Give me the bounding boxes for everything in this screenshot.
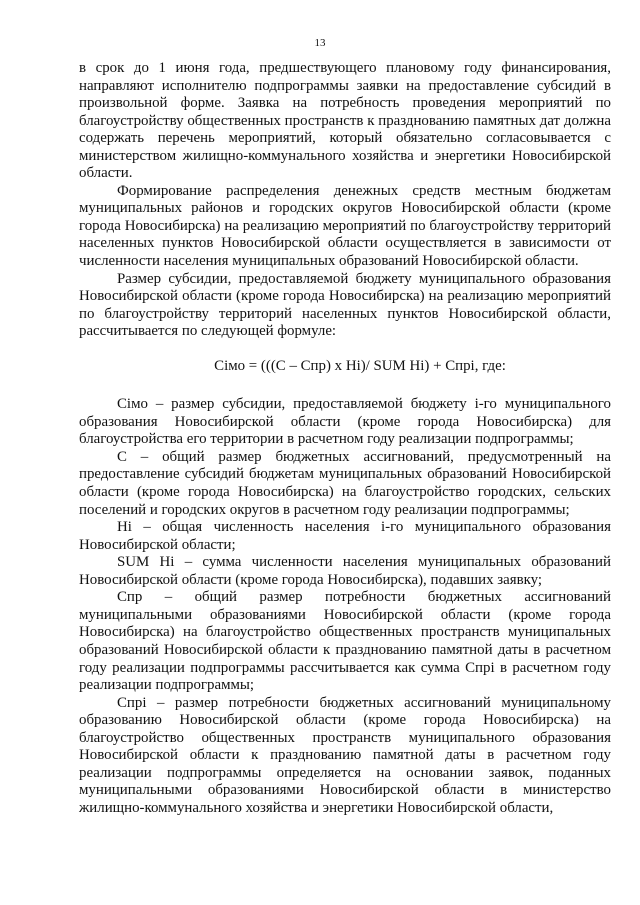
- formula: Сiмо = (((С – Спр) x Нi)/ SUM Нi) + Спрi, где:: [214, 357, 506, 374]
- definition-cpri: Спрi – размер потребности бюджетных ассигнований муниципальному образованию Новосибирской области (кроме города Новосибирска) на благоустройство общественных пространств муниципального образования Новосибирской области к празднованию памятной даты в расчетном году реализации подпрограммы определяется на основании заявок, поданных муниципальными образованиями Новосибирской области в министерство жилищно-коммунального хозяйства и энергетики Новосибирской области,: [79, 694, 611, 816]
- document-body: [79, 60, 611, 817]
- definition-cpr: Спр – общий размер потребности бюджетных ассигнований муниципальными образованиями Новосибирской области (кроме города Новосибирска) на благоустройство общественных пространств муниципальных образований Новосибирской области к празднованию памятной даты в расчетном году реализации подпрограммы рассчитывается как сумма Спрi в расчетном году реализации подпрограммы;: [79, 589, 611, 694]
- definition-c: С – общий размер бюджетных ассигнований, предусмотренный на предоставление субсидий бюджетам муниципальных образований Новосибирской области (кроме города Новосибирска) на благоустройство городских, сельских поселений и городских округов в расчетном году реализации подпрограммы;: [79, 448, 611, 518]
- definition-cimo: Сiмо – размер субсидии, предоставляемой бюджету i-го муниципального образования Новосибирской области (кроме города Новосибирска) для благоустройства его территории в расчетном году реализации подпрограммы;: [79, 396, 611, 448]
- paragraph-application-deadline: в срок до 1 июня года, предшествующего плановому году финансирования, направляют исполнителю подпрограммы заявки на предоставление субсидий в произвольной форме. Заявка на потребность проведения мероприятий по благоустройству общественных пространств к празднованию памятных дат должна содержать перечень мероприятий, который обязательно согласовывается с министерством жилищно-коммунального хозяйства и энергетики Новосибирской области.: [79, 60, 611, 182]
- paragraph-subsidy-size: Размер субсидии, предоставляемой бюджету муниципального образования Новосибирской области (кроме города Новосибирска) на реализацию мероприятий по благоустройству территорий населенных пунктов Новосибирской области, рассчитывается по следующей формуле:: [79, 270, 611, 340]
- definition-sum-ni: SUM Нi – сумма численности населения муниципальных образований Новосибирской области (кроме города Новосибирска), подавших заявку;: [79, 554, 611, 588]
- page-number: 13: [314, 37, 326, 49]
- paragraph-distribution: Формирование распределения денежных средств местным бюджетам муниципальных районов и городских округов Новосибирской области (кроме города Новосибирска) на реализацию мероприятий по благоустройству территорий населенных пунктов Новосибирской области осуществляется в зависимости от численности населения муниципальных образований Новосибирской области.: [79, 182, 611, 270]
- definition-ni: Нi – общая численность населения i-го муниципального образования Новосибирской области;: [79, 519, 611, 553]
